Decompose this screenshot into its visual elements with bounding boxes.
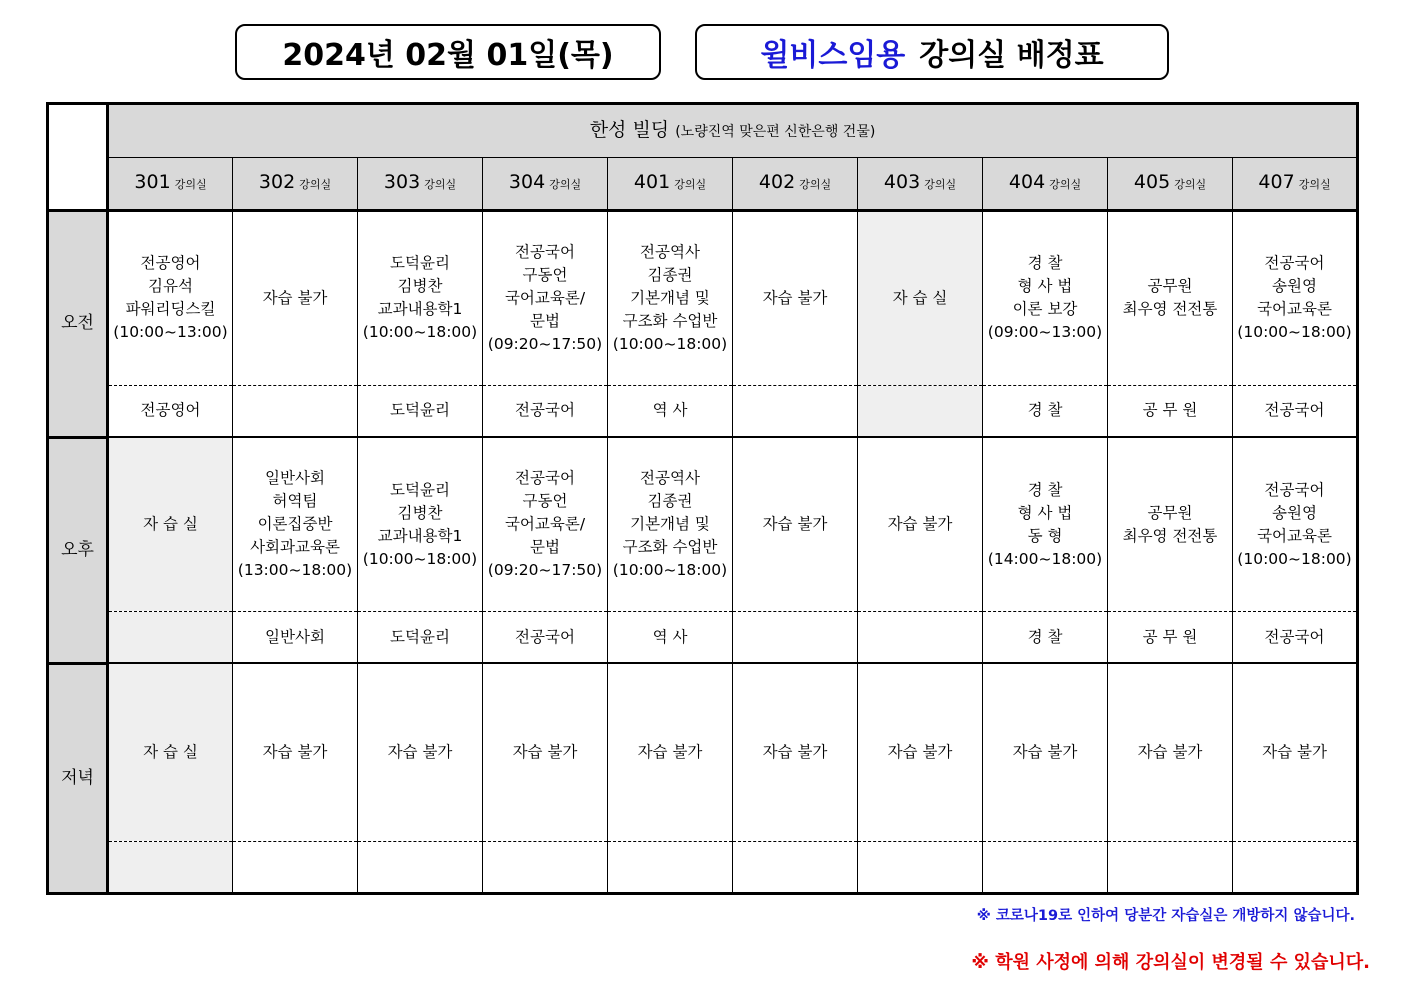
room-number: 302 [258,171,296,193]
period-label: 오후 [48,437,108,663]
period-label: 저녁 [48,663,108,893]
schedule-cell: 자 습 실 [858,210,983,385]
period-row-subject [48,612,1358,664]
room-number: 404 [1008,171,1046,193]
schedule-cell: 자 습 실 [108,663,233,841]
period-label: 오전 [48,210,108,437]
room-change-notice: ※ 학원 사정에 의해 강의실이 변경될 수 있습니다. [971,952,1370,973]
subject-cell [733,841,858,893]
subject-cell [858,841,983,893]
period-row-main [48,210,1358,385]
room-suffix: 강의실 [1049,178,1082,191]
subject-cell [733,612,858,664]
subject-cell: 일반사회 [233,612,358,664]
schedule-cell: 공무원 최우영 전전통 [1108,437,1233,612]
subject-cell: 전공영어 [108,385,233,437]
covid-notice: ※ 코로나19로 인하여 당분간 자습실은 개방하지 않습니다. [976,908,1355,924]
schedule-cell: 자습 불가 [608,663,733,841]
schedule-cell: 자습 불가 [233,663,358,841]
subject-cell [233,841,358,893]
subject-cell [1108,841,1233,893]
subject-cell [358,841,483,893]
subject-cell: 전공국어 [1233,612,1358,664]
brand-name: 윌비스임용 [760,38,906,73]
schedule-cell: 전공국어 송원영 국어교육론 (10:00~18:00) [1233,437,1358,612]
subject-cell [733,385,858,437]
schedule-cell: 자습 불가 [733,210,858,385]
schedule-cell: 자 습 실 [108,437,233,612]
schedule-cell: 도덕윤리 김병찬 교과내용학1 (10:00~18:00) [358,437,483,612]
room-header-403 [858,158,983,210]
subject-cell [983,841,1108,893]
subject-cell: 공 무 원 [1108,385,1233,437]
subject-cell: 전공국어 [1233,385,1358,437]
schedule-cell: 전공영어 김유석 파워리딩스킬 (10:00~13:00) [108,210,233,385]
schedule-cell: 전공국어 구동언 국어교육론/ 문법 (09:20~17:50) [483,210,608,385]
schedule-title-box [695,24,1169,80]
table-corner [48,104,108,211]
schedule-title: 강의실 배정표 [919,38,1104,73]
subject-cell [608,841,733,893]
schedule-cell: 전공국어 송원영 국어교육론 (10:00~18:00) [1233,210,1358,385]
room-suffix: 강의실 [549,178,582,191]
room-header-404 [983,158,1108,210]
schedule-cell: 전공역사 김종권 기본개념 및 구조화 수업반 (10:00~18:00) [608,437,733,612]
room-header-302 [233,158,358,210]
building-header [108,104,1358,158]
schedule-cell: 자습 불가 [483,663,608,841]
room-header-405 [1108,158,1233,210]
schedule-cell: 도덕윤리 김병찬 교과내용학1 (10:00~18:00) [358,210,483,385]
period-row-main [48,437,1358,612]
subject-cell [1233,841,1358,893]
schedule-cell: 자습 불가 [733,437,858,612]
schedule-cell: 경 찰 형 사 법 이론 보강 (09:00~13:00) [983,210,1108,385]
room-suffix: 강의실 [424,178,457,191]
schedule-cell: 자습 불가 [1233,663,1358,841]
subject-cell: 도덕윤리 [358,612,483,664]
subject-cell: 역 사 [608,385,733,437]
schedule-cell: 자습 불가 [1108,663,1233,841]
room-number: 304 [508,171,546,193]
schedule-cell: 자습 불가 [983,663,1108,841]
building-name: 한성 빌딩 [589,118,670,141]
room-number: 403 [883,171,921,193]
schedule-cell: 경 찰 형 사 법 동 형 (14:00~18:00) [983,437,1108,612]
schedule-cell: 공무원 최우영 전전통 [1108,210,1233,385]
date-text: 2024년 02월 01일(목) [282,38,614,73]
room-suffix: 강의실 [799,178,832,191]
subject-cell: 경 찰 [983,612,1108,664]
room-header-407 [1233,158,1358,210]
period-row-main [48,663,1358,841]
subject-cell [483,841,608,893]
room-header-301 [108,158,233,210]
subject-cell: 전공국어 [483,612,608,664]
room-header-402 [733,158,858,210]
period-row-subject [48,385,1358,437]
room-suffix: 강의실 [174,178,207,191]
room-header-304 [483,158,608,210]
room-suffix: 강의실 [1174,178,1207,191]
building-note: (노량진역 맞은편 신한은행 건물) [675,123,876,140]
subject-cell: 경 찰 [983,385,1108,437]
subject-cell: 도덕윤리 [358,385,483,437]
period-row-subject [48,841,1358,893]
room-header-row [48,158,1358,210]
room-suffix: 강의실 [299,178,332,191]
room-suffix: 강의실 [674,178,707,191]
schedule-cell: 자습 불가 [858,663,983,841]
schedule-cell: 자습 불가 [733,663,858,841]
subject-cell [108,841,233,893]
schedule-cell: 일반사회 허역팀 이론집중반 사회과교육론 (13:00~18:00) [233,437,358,612]
room-assignment-table [46,102,1359,895]
date-title-box [235,24,661,80]
room-number: 407 [1258,171,1295,193]
room-header-401 [608,158,733,210]
schedule-cell: 자습 불가 [858,437,983,612]
room-number: 401 [633,171,671,193]
schedule-cell: 전공역사 김종권 기본개념 및 구조화 수업반 (10:00~18:00) [608,210,733,385]
subject-cell: 공 무 원 [1108,612,1233,664]
subject-cell [233,385,358,437]
schedule-cell: 전공국어 구동언 국어교육론/ 문법 (09:20~17:50) [483,437,608,612]
room-suffix: 강의실 [924,178,957,191]
subject-cell: 역 사 [608,612,733,664]
room-header-303 [358,158,483,210]
room-number: 402 [758,171,796,193]
room-suffix: 강의실 [1298,178,1331,191]
schedule-cell: 자습 불가 [233,210,358,385]
subject-cell: 전공국어 [483,385,608,437]
subject-cell [858,385,983,437]
subject-cell [858,612,983,664]
room-number: 405 [1133,171,1171,193]
schedule-cell: 자습 불가 [358,663,483,841]
room-number: 303 [383,171,421,193]
subject-cell [108,612,233,664]
room-number: 301 [134,171,171,193]
